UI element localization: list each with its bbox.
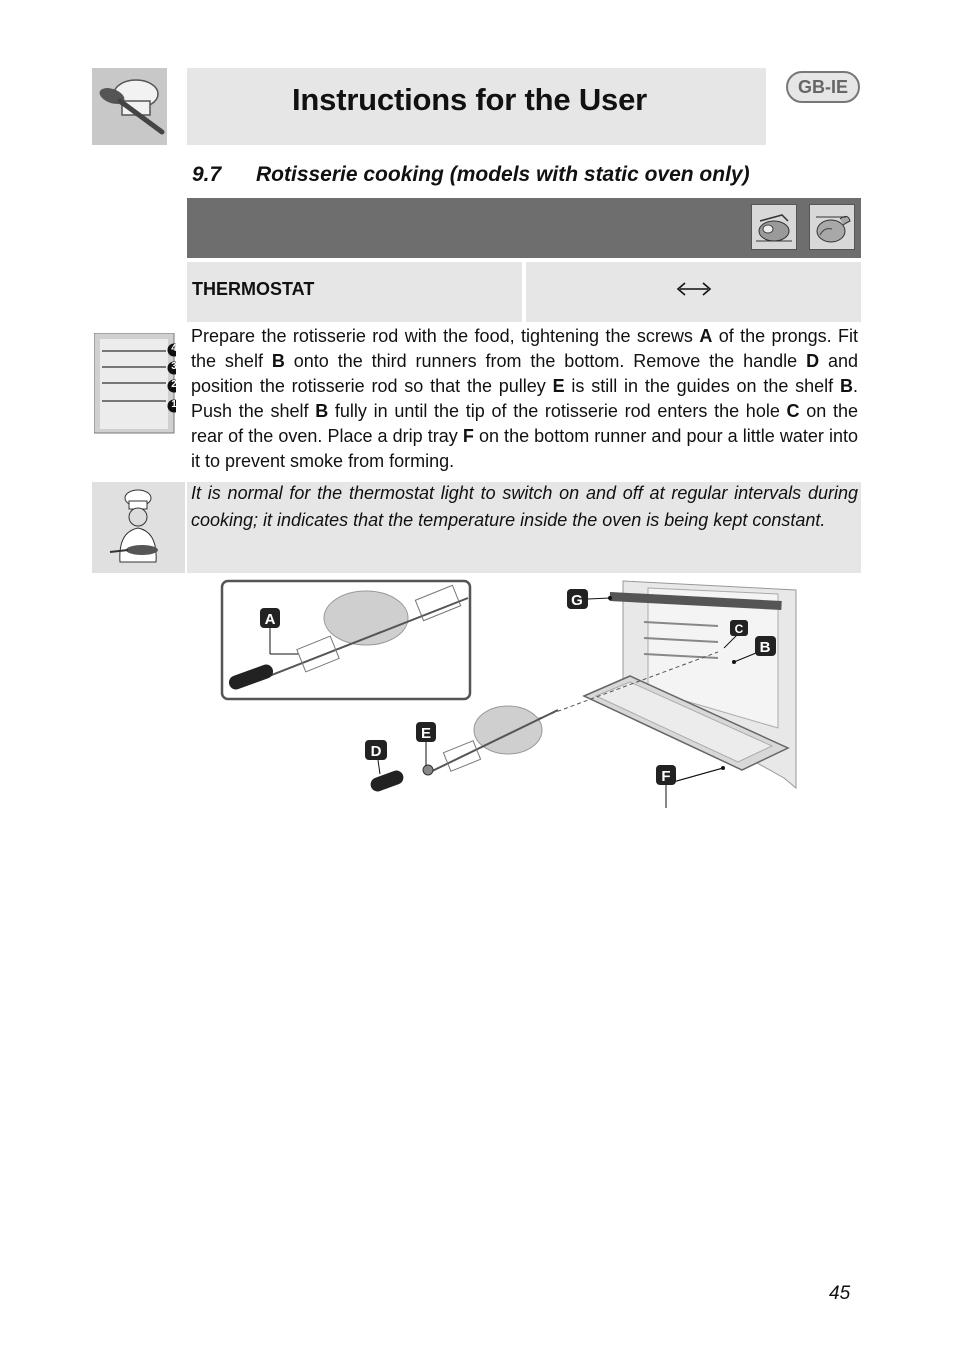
chef-spoon-icon bbox=[92, 68, 167, 145]
oven-runners-illustration bbox=[94, 333, 176, 436]
text-segment: of the prongs. Fit the shelf bbox=[191, 326, 858, 371]
cooking-mode-bar bbox=[187, 198, 861, 258]
spit-handle bbox=[369, 769, 406, 794]
text-segment: and position the rotisserie rod so that the pulley bbox=[191, 351, 858, 396]
label-c: C bbox=[734, 622, 744, 636]
instructions-paragraph bbox=[191, 324, 858, 474]
rotisserie-meat-icon bbox=[751, 204, 797, 250]
ref-pulley-e: E bbox=[552, 376, 565, 396]
thermostat-symbol-cell bbox=[526, 262, 861, 322]
label-b: B bbox=[759, 639, 771, 656]
pulley bbox=[423, 765, 433, 775]
ref-shelf-b: B bbox=[271, 351, 285, 371]
label-a: A bbox=[264, 611, 276, 628]
text-segment: on the rear of the oven. Place a drip tray bbox=[191, 401, 858, 446]
ref-screws-a: A bbox=[699, 326, 713, 346]
text-segment: on the bottom runner and pour a little water into it to prevent smoke from forming. bbox=[191, 426, 858, 471]
label-g: G bbox=[571, 592, 583, 609]
runner-level-3: 3 bbox=[171, 361, 177, 372]
page-number: 45 bbox=[829, 1283, 851, 1304]
text-segment: . Push the shelf bbox=[191, 376, 858, 421]
thermostat-range-icon bbox=[526, 262, 861, 322]
text-segment: fully in until the tip of the rotisserie rod enters the hole bbox=[328, 401, 787, 421]
runner-level-2: 2 bbox=[171, 379, 177, 390]
rotisserie-assembly-diagram bbox=[218, 578, 802, 810]
note-text: It is normal for the thermostat light to switch on and off at regular intervals during cooking; it indicates that the temperature inside the oven is being kept constant. bbox=[191, 483, 858, 530]
section-title: Rotisserie cooking (models with static oven only) bbox=[256, 163, 750, 186]
section-heading bbox=[192, 163, 750, 187]
chicken-on-spit-inset bbox=[324, 591, 408, 645]
label-f: F bbox=[661, 768, 671, 785]
thermostat-label: THERMOSTAT bbox=[192, 279, 315, 299]
runner-level-1: 1 bbox=[171, 399, 177, 410]
section-number: 9.7 bbox=[192, 163, 222, 186]
runner-level-4: 4 bbox=[171, 343, 177, 354]
ref-hole-c: C bbox=[786, 401, 800, 421]
ref-shelf-b: B bbox=[839, 376, 853, 396]
ref-handle-d: D bbox=[806, 351, 820, 371]
region-badge: GB-IE bbox=[786, 71, 860, 103]
page-header-title: Instructions for the User bbox=[292, 82, 647, 117]
chef-cooking-icon bbox=[92, 482, 185, 573]
text-segment: onto the third runners from the bottom. Remove the handle bbox=[284, 351, 807, 371]
label-d: D bbox=[370, 743, 382, 760]
text-segment: Prepare the rotisserie rod with the food, tightening the screws bbox=[191, 326, 700, 346]
ref-drip-tray-f: F bbox=[462, 426, 474, 446]
rotisserie-chicken-icon bbox=[809, 204, 855, 250]
ref-shelf-b: B bbox=[315, 401, 329, 421]
text-segment: is still in the guides on the shelf bbox=[564, 376, 840, 396]
label-e: E bbox=[420, 725, 432, 742]
